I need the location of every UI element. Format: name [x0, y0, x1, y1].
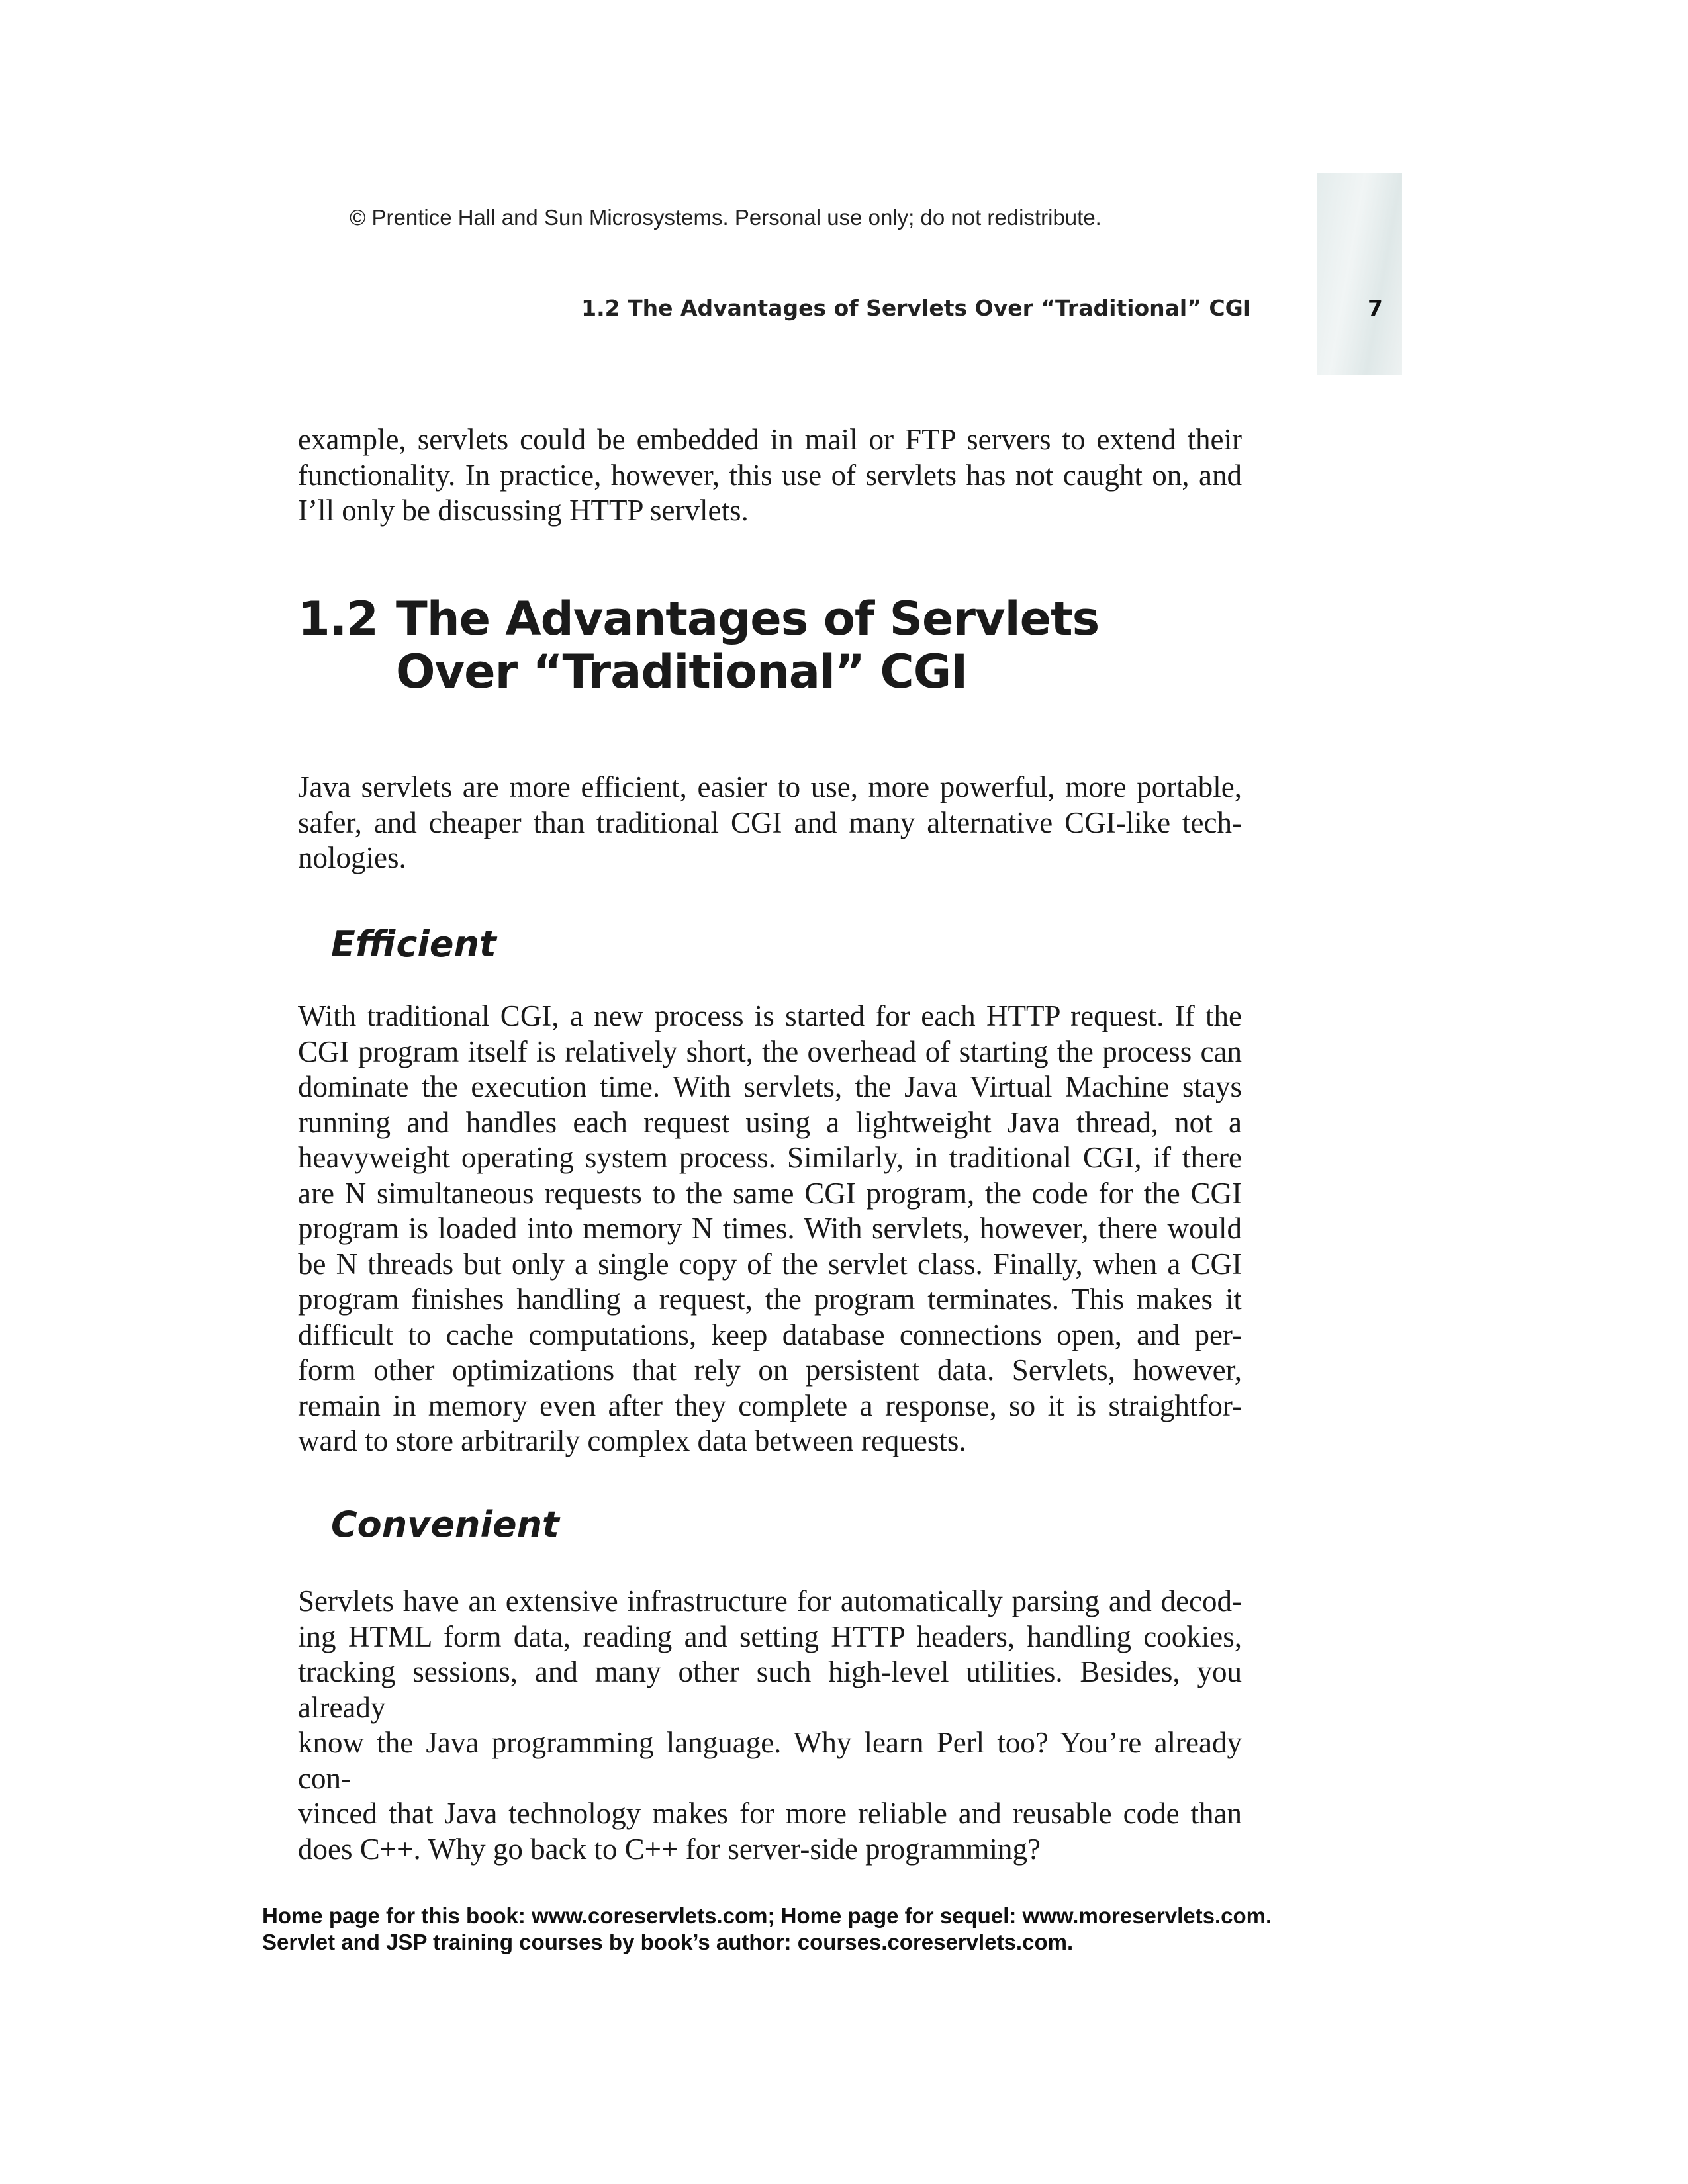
text-line: does C++. Why go back to C++ for server-side programming? — [298, 1832, 1041, 1866]
subheading-efficient: Efficient — [331, 923, 496, 965]
footer-line: Servlet and JSP training courses by book’s author: courses.coreservlets.com. — [262, 1930, 1074, 1954]
text-line: difficult to cache computations, keep database connections open, and per- — [298, 1318, 1242, 1351]
footer-notice — [262, 1903, 1272, 1956]
text-line: are N simultaneous requests to the same CGI program, the code for the CGI — [298, 1176, 1242, 1210]
text-line: Servlets have an extensive infrastructure for automatically parsing and decod- — [298, 1584, 1242, 1617]
section-number: 1.2 — [298, 592, 379, 646]
text-line: functionality. In practice, however, this use of servlets has not caught on, and — [298, 458, 1242, 492]
text-line: heavyweight operating system process. Similarly, in traditional CGI, if there — [298, 1141, 1242, 1174]
text-line: be N threads but only a single copy of the servlet class. Finally, when a CGI — [298, 1247, 1242, 1281]
text-line: nologies. — [298, 841, 406, 874]
footer-line: Home page for this book: www.coreservlets.com; Home page for sequel: www.moreservlets.com. — [262, 1903, 1272, 1928]
text-line: vinced that Java technology makes for more reliable and reusable code than — [298, 1797, 1242, 1830]
text-line: CGI program itself is relatively short, the overhead of starting the process can — [298, 1034, 1242, 1068]
text-line: ing HTML form data, reading and setting HTTP headers, handling cookies, — [298, 1619, 1242, 1653]
text-line: With traditional CGI, a new process is started for each HTTP request. If the — [298, 999, 1242, 1032]
text-line: tracking sessions, and many other such high-level utilities. Besides, you already — [298, 1655, 1242, 1724]
text-line: safer, and cheaper than traditional CGI and many alternative CGI-like tech- — [298, 805, 1242, 839]
text-line: dominate the execution time. With servlets, the Java Virtual Machine stays — [298, 1070, 1242, 1103]
intro-paragraph — [298, 422, 1242, 529]
copyright-notice: © Prentice Hall and Sun Microsystems. Personal use only; do not redistribute. — [350, 205, 1102, 230]
text-line: Java servlets are more efficient, easier to use, more powerful, more portable, — [298, 770, 1242, 803]
convenient-paragraph — [298, 1584, 1242, 1867]
text-line: program finishes handling a request, the program terminates. This makes it — [298, 1283, 1242, 1316]
text-line: program is loaded into memory N times. With servlets, however, there would — [298, 1212, 1242, 1245]
section-title-line: Over “Traditional” CGI — [396, 645, 968, 699]
efficient-paragraph — [298, 999, 1242, 1459]
text-line: know the Java programming language. Why learn Perl too? You’re already con- — [298, 1726, 1242, 1795]
section-title-line: The Advantages of Servlets — [396, 592, 1100, 646]
text-line: ward to store arbitrarily complex data between requests. — [298, 1424, 966, 1457]
running-head: 1.2 The Advantages of Servlets Over “Traditional” CGI — [581, 295, 1251, 321]
text-line: I’ll only be discussing HTTP servlets. — [298, 494, 749, 527]
text-line: remain in memory even after they complete a response, so it is straightfor- — [298, 1388, 1242, 1422]
lead-paragraph — [298, 770, 1242, 876]
page-number: 7 — [1368, 295, 1383, 321]
page-edge-tab — [1317, 173, 1402, 375]
text-line: form other optimizations that rely on persistent data. Servlets, however, — [298, 1353, 1242, 1387]
subheading-convenient: Convenient — [331, 1504, 559, 1545]
section-title — [396, 592, 1190, 698]
text-line: running and handles each request using a lightweight Java thread, not a — [298, 1105, 1242, 1139]
text-line: example, servlets could be embedded in mail or FTP servers to extend their — [298, 423, 1242, 456]
